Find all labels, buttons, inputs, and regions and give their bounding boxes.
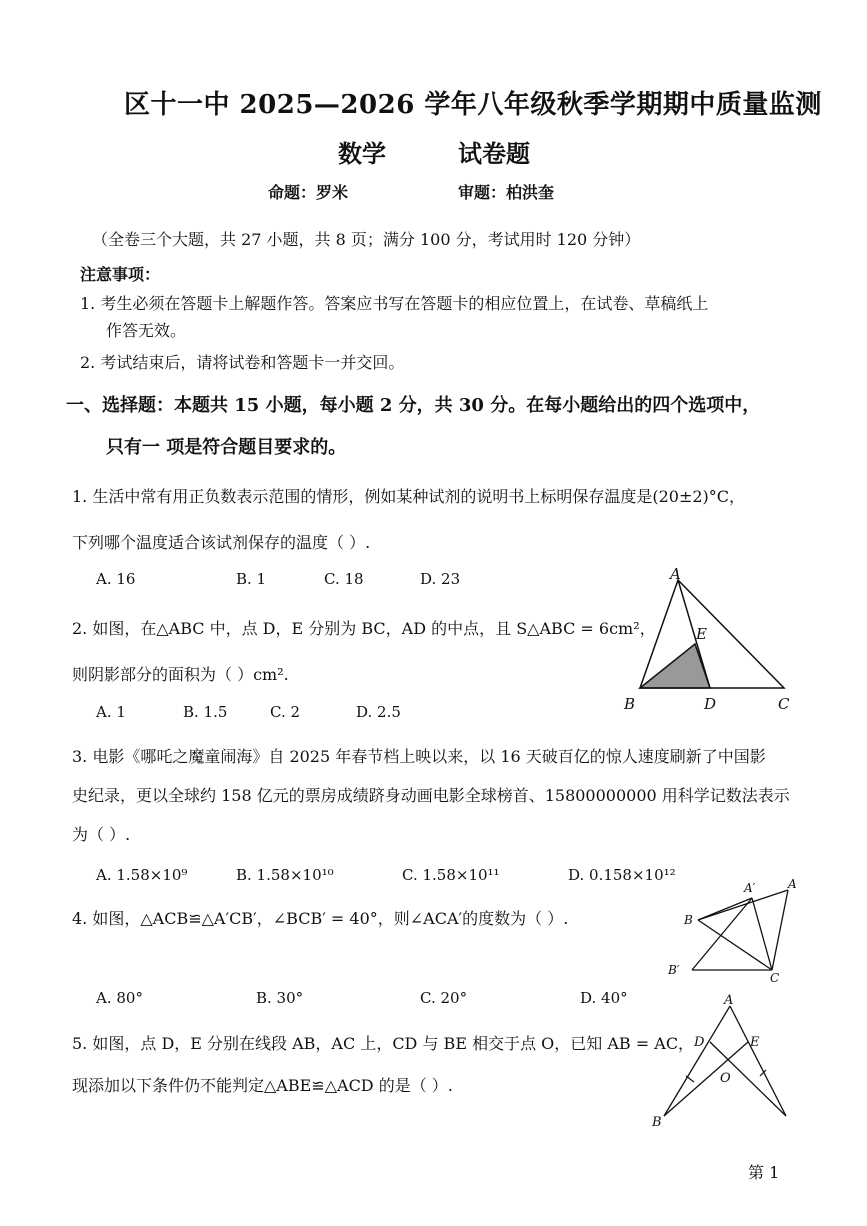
label-a: A <box>670 566 681 583</box>
author-label: 命题：罗米 <box>268 183 349 202</box>
label-o: O <box>720 1071 731 1086</box>
label-b: B <box>624 695 636 713</box>
q1-option-b: B. 1 <box>236 570 267 588</box>
q1-option-c: C. 18 <box>324 570 364 588</box>
q4-option-b: B. 30° <box>256 989 304 1007</box>
q1-text-cont: 下列哪个温度适合该试剂保存的温度（ ）. <box>72 533 371 552</box>
q2-option-d: D. 2.5 <box>356 703 401 721</box>
q4-text: 4. 如图，△ACB≌△A′CB′，∠BCB′ = 40°，则∠ACA′的度数为（ ）. <box>72 909 569 928</box>
label-a: A <box>788 877 797 891</box>
label-b: B <box>684 913 693 927</box>
label-e: E <box>750 1035 760 1050</box>
exam-title: 区十一中 2025—2026 学年八年级秋季学期期中质量监测 <box>124 90 822 120</box>
q3-option-c: C. 1.58×10¹¹ <box>402 866 500 884</box>
figure-congruent-triangles <box>664 874 814 986</box>
q3-text: 3. 电影《哪吒之魔童闹海》自 2025 年春节档上映以来，以 16 天破百亿的惊人速度刷新了中国影 <box>72 747 766 766</box>
label-b: B <box>652 1115 662 1130</box>
label-a-prime: A′ <box>744 881 756 895</box>
q3-text-cont: 史纪录，更以全球约 158 亿元的票房成绩跻身动画电影全球榜首、15800000000 用科学记数法表示 <box>72 786 790 805</box>
label-c: C <box>778 695 790 713</box>
q2-option-a: A. 1 <box>96 703 126 721</box>
q5-text-cont: 现添加以下条件仍不能判定△ABE≌△ACD 的是（ ）. <box>72 1076 453 1095</box>
q3-text-cont2: 为（ ）. <box>72 825 131 844</box>
q3-option-b: B. 1.58×10¹⁰ <box>236 866 334 884</box>
note-item-1: 1. 考生必须在答题卡上解题作答。答案应书写在答题卡的相应位置上，在试卷、草稿纸上 <box>80 294 709 313</box>
label-e: E <box>696 625 707 643</box>
q1-option-d: D. 23 <box>420 570 461 588</box>
notes-heading: 注意事项： <box>80 265 161 284</box>
note-item-1-cont: 作答无效。 <box>106 321 187 340</box>
q4-option-a: A. 80° <box>96 989 143 1007</box>
label-b-prime: B′ <box>668 963 680 977</box>
label-c: C <box>770 971 780 985</box>
q1-option-a: A. 16 <box>96 570 136 588</box>
section1-heading: 一、选择题：本题共 15 小题，每小题 2 分，共 30 分。在每小题给出的四个选项中， <box>66 395 761 416</box>
label-a: A <box>724 993 734 1008</box>
figure-triangle-abc <box>620 566 800 716</box>
q2-text: 2. 如图，在△ABC 中，点 D，E 分别为 BC，AD 的中点，且 S△ABC = 6cm²， <box>72 619 656 638</box>
figure-intersecting-segments <box>648 992 798 1132</box>
q4-option-d: D. 40° <box>580 989 628 1007</box>
section1-heading-cont: 只有一 项是符合题目要求的。 <box>106 437 347 458</box>
reviewer-label: 审题：柏洪奎 <box>458 183 555 202</box>
q3-option-d: D. 0.158×10¹² <box>568 866 676 884</box>
exam-info: （全卷三个大题，共 27 小题，共 8 页；满分 100 分，考试用时 120 分钟） <box>92 230 641 249</box>
q4-option-c: C. 20° <box>420 989 468 1007</box>
q5-text: 5. 如图，点 D，E 分别在线段 AB，AC 上，CD 与 BE 相交于点 O，已知 AB = AC， <box>72 1034 695 1053</box>
label-d: D <box>694 1035 705 1050</box>
page-number: 第 1 <box>748 1163 780 1182</box>
q2-option-b: B. 1.5 <box>183 703 228 721</box>
paper-label: 试卷题 <box>458 139 530 168</box>
q2-text-cont: 则阴影部分的面积为（ ）cm². <box>72 665 289 684</box>
subject-label: 数学 <box>338 139 386 168</box>
label-d: D <box>704 695 717 713</box>
note-item-2: 2. 考试结束后，请将试卷和答题卡一并交回。 <box>80 353 405 372</box>
q2-option-c: C. 2 <box>270 703 301 721</box>
q3-option-a: A. 1.58×10⁹ <box>96 866 188 884</box>
q1-text: 1. 生活中常有用正负数表示范围的情形，例如某种试剂的说明书上标明保存温度是(20±2)°C， <box>72 487 746 506</box>
